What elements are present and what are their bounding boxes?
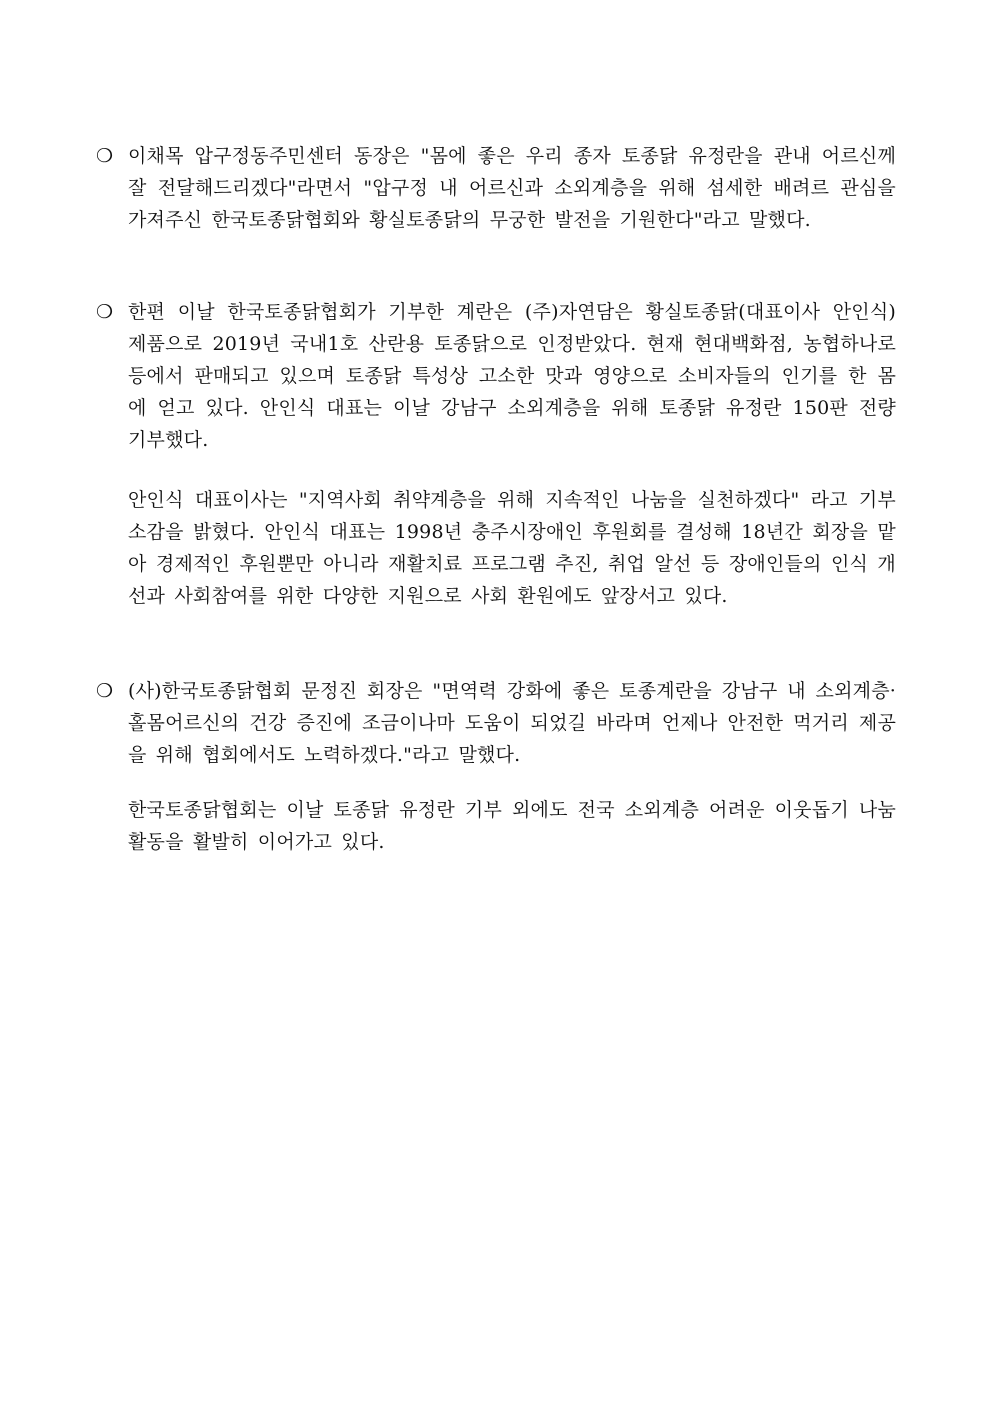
circle-bullet-icon: ❍ xyxy=(96,301,114,323)
paragraph-association-activities xyxy=(128,794,896,858)
paragraph-text: 한편 이날 한국토종닭협회가 기부한 계란은 (주)자연담은 황실토종닭(대표이사 안인식) 제품으로 2019년 국내1호 산란용 토종닭으로 인정받았다. 현재 현대백화점, 농협하나로 등에서 판매되고 있으며 토종닭 특성상 고소한 맛과 영양으로 소비자들의 인기를 한 몸에 얻고 있다. 안인식 대표는 이날 강남구 소외계층을 위해 토종닭 유정란 150판 전량 기부했다. xyxy=(128,301,896,451)
paragraph-dong-chief-quote xyxy=(96,140,896,236)
paragraph-text: 안인식 대표이사는 "지역사회 취약계층을 위해 지속적인 나눔을 실천하겠다" 라고 기부 소감을 밝혔다. 안인식 대표는 1998년 충주시장애인 후원회를 결성해 18년간 회장을 맡아 경제적인 후원뿐만 아니라 재활치료 프로그램 추진, 취업 알선 등 장애인들의 인식 개선과 사회참여를 위한 다양한 지원으로 사회 환원에도 앞장서고 있다. xyxy=(128,489,896,607)
paragraph-text: 이채목 압구정동주민센터 동장은 "몸에 좋은 우리 종자 토종닭 유정란을 관내 어르신께 잘 전달해드리겠다"라면서 "압구정 내 어르신과 소외계층을 위해 섬세한 배려르 관심을 가져주신 한국토종닭협회와 황실토종닭의 무궁한 발전을 기원한다"라고 말했다. xyxy=(128,145,896,231)
circle-bullet-icon: ❍ xyxy=(96,145,114,167)
circle-bullet-icon: ❍ xyxy=(96,680,114,702)
paragraph-text: (사)한국토종닭협회 문정진 회장은 "면역력 강화에 좋은 토종계란을 강남구 내 소외계층·홀몸어르신의 건강 증진에 조금이나마 도움이 되었길 바라며 언제나 안전한 먹거리 제공을 위해 협회에서도 노력하겠다."라고 말했다. xyxy=(128,680,896,766)
paragraph-text: 한국토종닭협회는 이날 토종닭 유정란 기부 외에도 전국 소외계층 어려운 이웃돕기 나눔 활동을 활발히 이어가고 있다. xyxy=(128,799,896,853)
paragraph-egg-donation-details xyxy=(96,296,896,456)
paragraph-association-president-quote xyxy=(96,675,896,771)
paragraph-ceo-remarks xyxy=(128,484,896,612)
